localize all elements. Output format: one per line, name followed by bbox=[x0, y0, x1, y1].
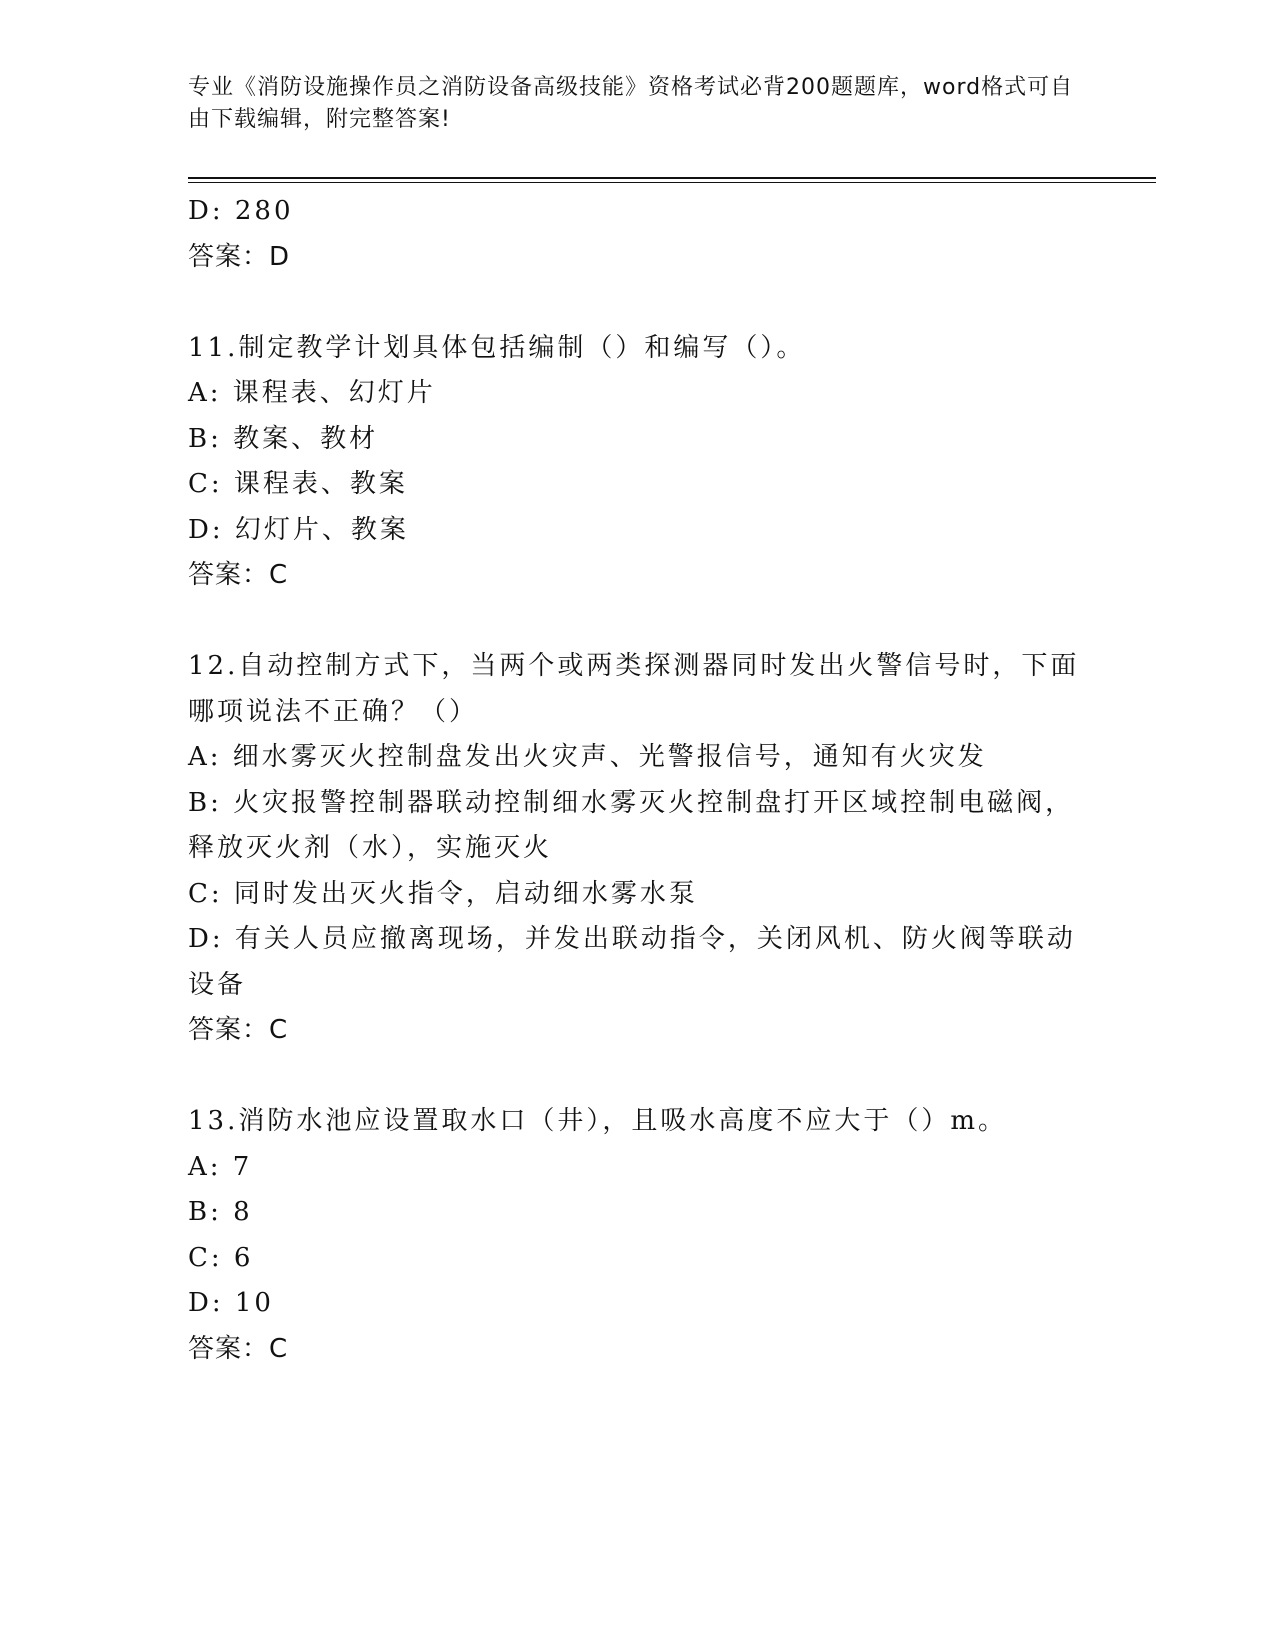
question-11 bbox=[188, 326, 1088, 599]
option-b: B: 火灾报警控制器联动控制细水雾灭火控制盘打开区域控制电磁阀，释放灭火剂（水），实施灭火 bbox=[188, 787, 1075, 863]
option-d: D: 280 bbox=[188, 196, 294, 226]
question-stem: 13.消防水池应设置取水口（井），且吸水高度不应大于（）m。 bbox=[188, 1106, 1008, 1136]
question-stem: 11.制定教学计划具体包括编制（）和编写（）。 bbox=[188, 332, 806, 363]
spacer bbox=[188, 280, 1088, 326]
option-b: B: 教案、教材 bbox=[188, 423, 379, 454]
question-list bbox=[188, 189, 1088, 1372]
question-13 bbox=[188, 1099, 1088, 1372]
option-c: C: 课程表、教案 bbox=[188, 469, 408, 499]
answer: 答案：C bbox=[188, 1015, 289, 1045]
option-c: C: 6 bbox=[188, 1242, 254, 1273]
option-a: A: 课程表、幻灯片 bbox=[188, 378, 436, 408]
answer: 答案：C bbox=[188, 1333, 289, 1364]
option-a: A: 细水雾灭火控制盘发出火灾声、光警报信号，通知有火灾发 bbox=[188, 742, 987, 772]
header-divider-thick bbox=[188, 177, 1156, 179]
question-stem: 12.自动控制方式下，当两个或两类探测器同时发出火警信号时，下面哪项说法不正确？（） bbox=[188, 651, 1080, 727]
answer: 答案：D bbox=[188, 241, 291, 272]
spacer bbox=[188, 599, 1088, 645]
document-header: 专业《消防设施操作员之消防设备高级技能》资格考试必背200题题库，word格式可自由下载编辑，附完整答案! bbox=[188, 75, 1074, 132]
answer: 答案：C bbox=[188, 560, 289, 590]
spacer bbox=[188, 1054, 1088, 1100]
option-b: B: 8 bbox=[188, 1197, 253, 1227]
question-12 bbox=[188, 644, 1088, 1054]
header-divider-thin bbox=[188, 182, 1156, 183]
option-d: D: 幻灯片、教案 bbox=[188, 514, 409, 545]
option-d: D: 10 bbox=[188, 1288, 274, 1318]
option-a: A: 7 bbox=[188, 1151, 253, 1182]
option-c: C: 同时发出灭火指令，启动细水雾水泵 bbox=[188, 878, 698, 909]
option-d: D: 有关人员应撤离现场，并发出联动指令，关闭风机、防火阀等联动设备 bbox=[188, 924, 1076, 1000]
